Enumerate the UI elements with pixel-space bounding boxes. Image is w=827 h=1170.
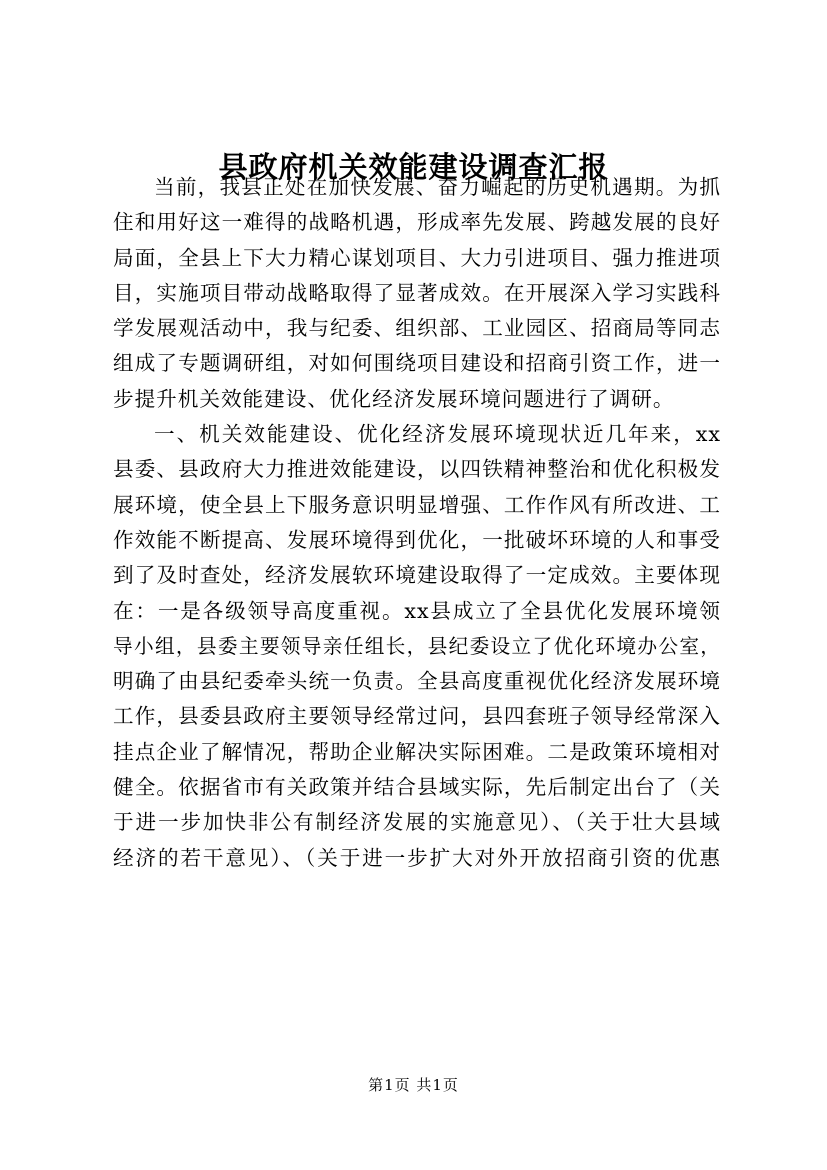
body-line: 局面，全县上下大力精心谋划项目、大力引进项目、强力推进项 [113, 245, 721, 270]
body-line: 明确了由县纪委牵头统一负责。全县高度重视优化经济发展环境 [113, 669, 721, 694]
body-line: 导小组，县委主要领导亲任组长，县纪委设立了优化环境办公室， [113, 634, 721, 658]
page-title: 县政府机关效能建设调查汇报 [218, 150, 609, 184]
body-line: 作效能不断提高、发展环境得到优化，一批破坏环境的人和事受 [113, 527, 721, 552]
body-line: 目，实施项目带动战略取得了显著成效。在开展深入学习实践科 [113, 280, 721, 305]
body-line: 步提升机关效能建设、优化经济发展环境问题进行了调研。 [113, 386, 675, 411]
body-line: 在：一是各级领导高度重视。xx县成立了全县优化发展环境领 [113, 598, 721, 623]
body-line: 工作，县委县政府主要领导经常过问，县四套班子领导经常深入 [113, 704, 721, 729]
body-line: 健全。依据省市有关政策并结合县域实际，先后制定出台了（关 [113, 775, 721, 800]
page-number: 第1页 共1页 [368, 1076, 459, 1094]
body-line: 县委、县政府大力推进效能建设，以四铁精神整治和优化积极发 [113, 457, 721, 482]
body-line: 到了及时查处，经济发展软环境建设取得了一定成效。主要体现 [113, 563, 721, 588]
body-line: 挂点企业了解情况，帮助企业解决实际困难。二是政策环境相对 [113, 739, 721, 764]
body-line: 住和用好这一难得的战略机遇，形成率先发展、跨越发展的良好 [113, 210, 721, 235]
body-line: 组成了专题调研组，对如何围绕项目建设和招商引资工作，进一 [113, 351, 721, 376]
body-line: 经济的若干意见）、（关于进一步扩大对外开放招商引资的优惠 [113, 845, 721, 870]
document-body [113, 170, 721, 876]
body-line: 当前，我县正处在加快发展、奋力崛起的历史机遇期。为抓 [154, 175, 721, 199]
body-line: 学发展观活动中，我与纪委、组织部、工业园区、招商局等同志 [113, 316, 721, 341]
body-line: 一、机关效能建设、优化经济发展环境现状近几年来，xx [154, 422, 721, 447]
body-line: 于进一步加快非公有制经济发展的实施意见）、（关于壮大县域 [113, 810, 721, 835]
body-line: 展环境，使全县上下服务意识明显增强、工作作风有所改进、工 [113, 492, 721, 517]
